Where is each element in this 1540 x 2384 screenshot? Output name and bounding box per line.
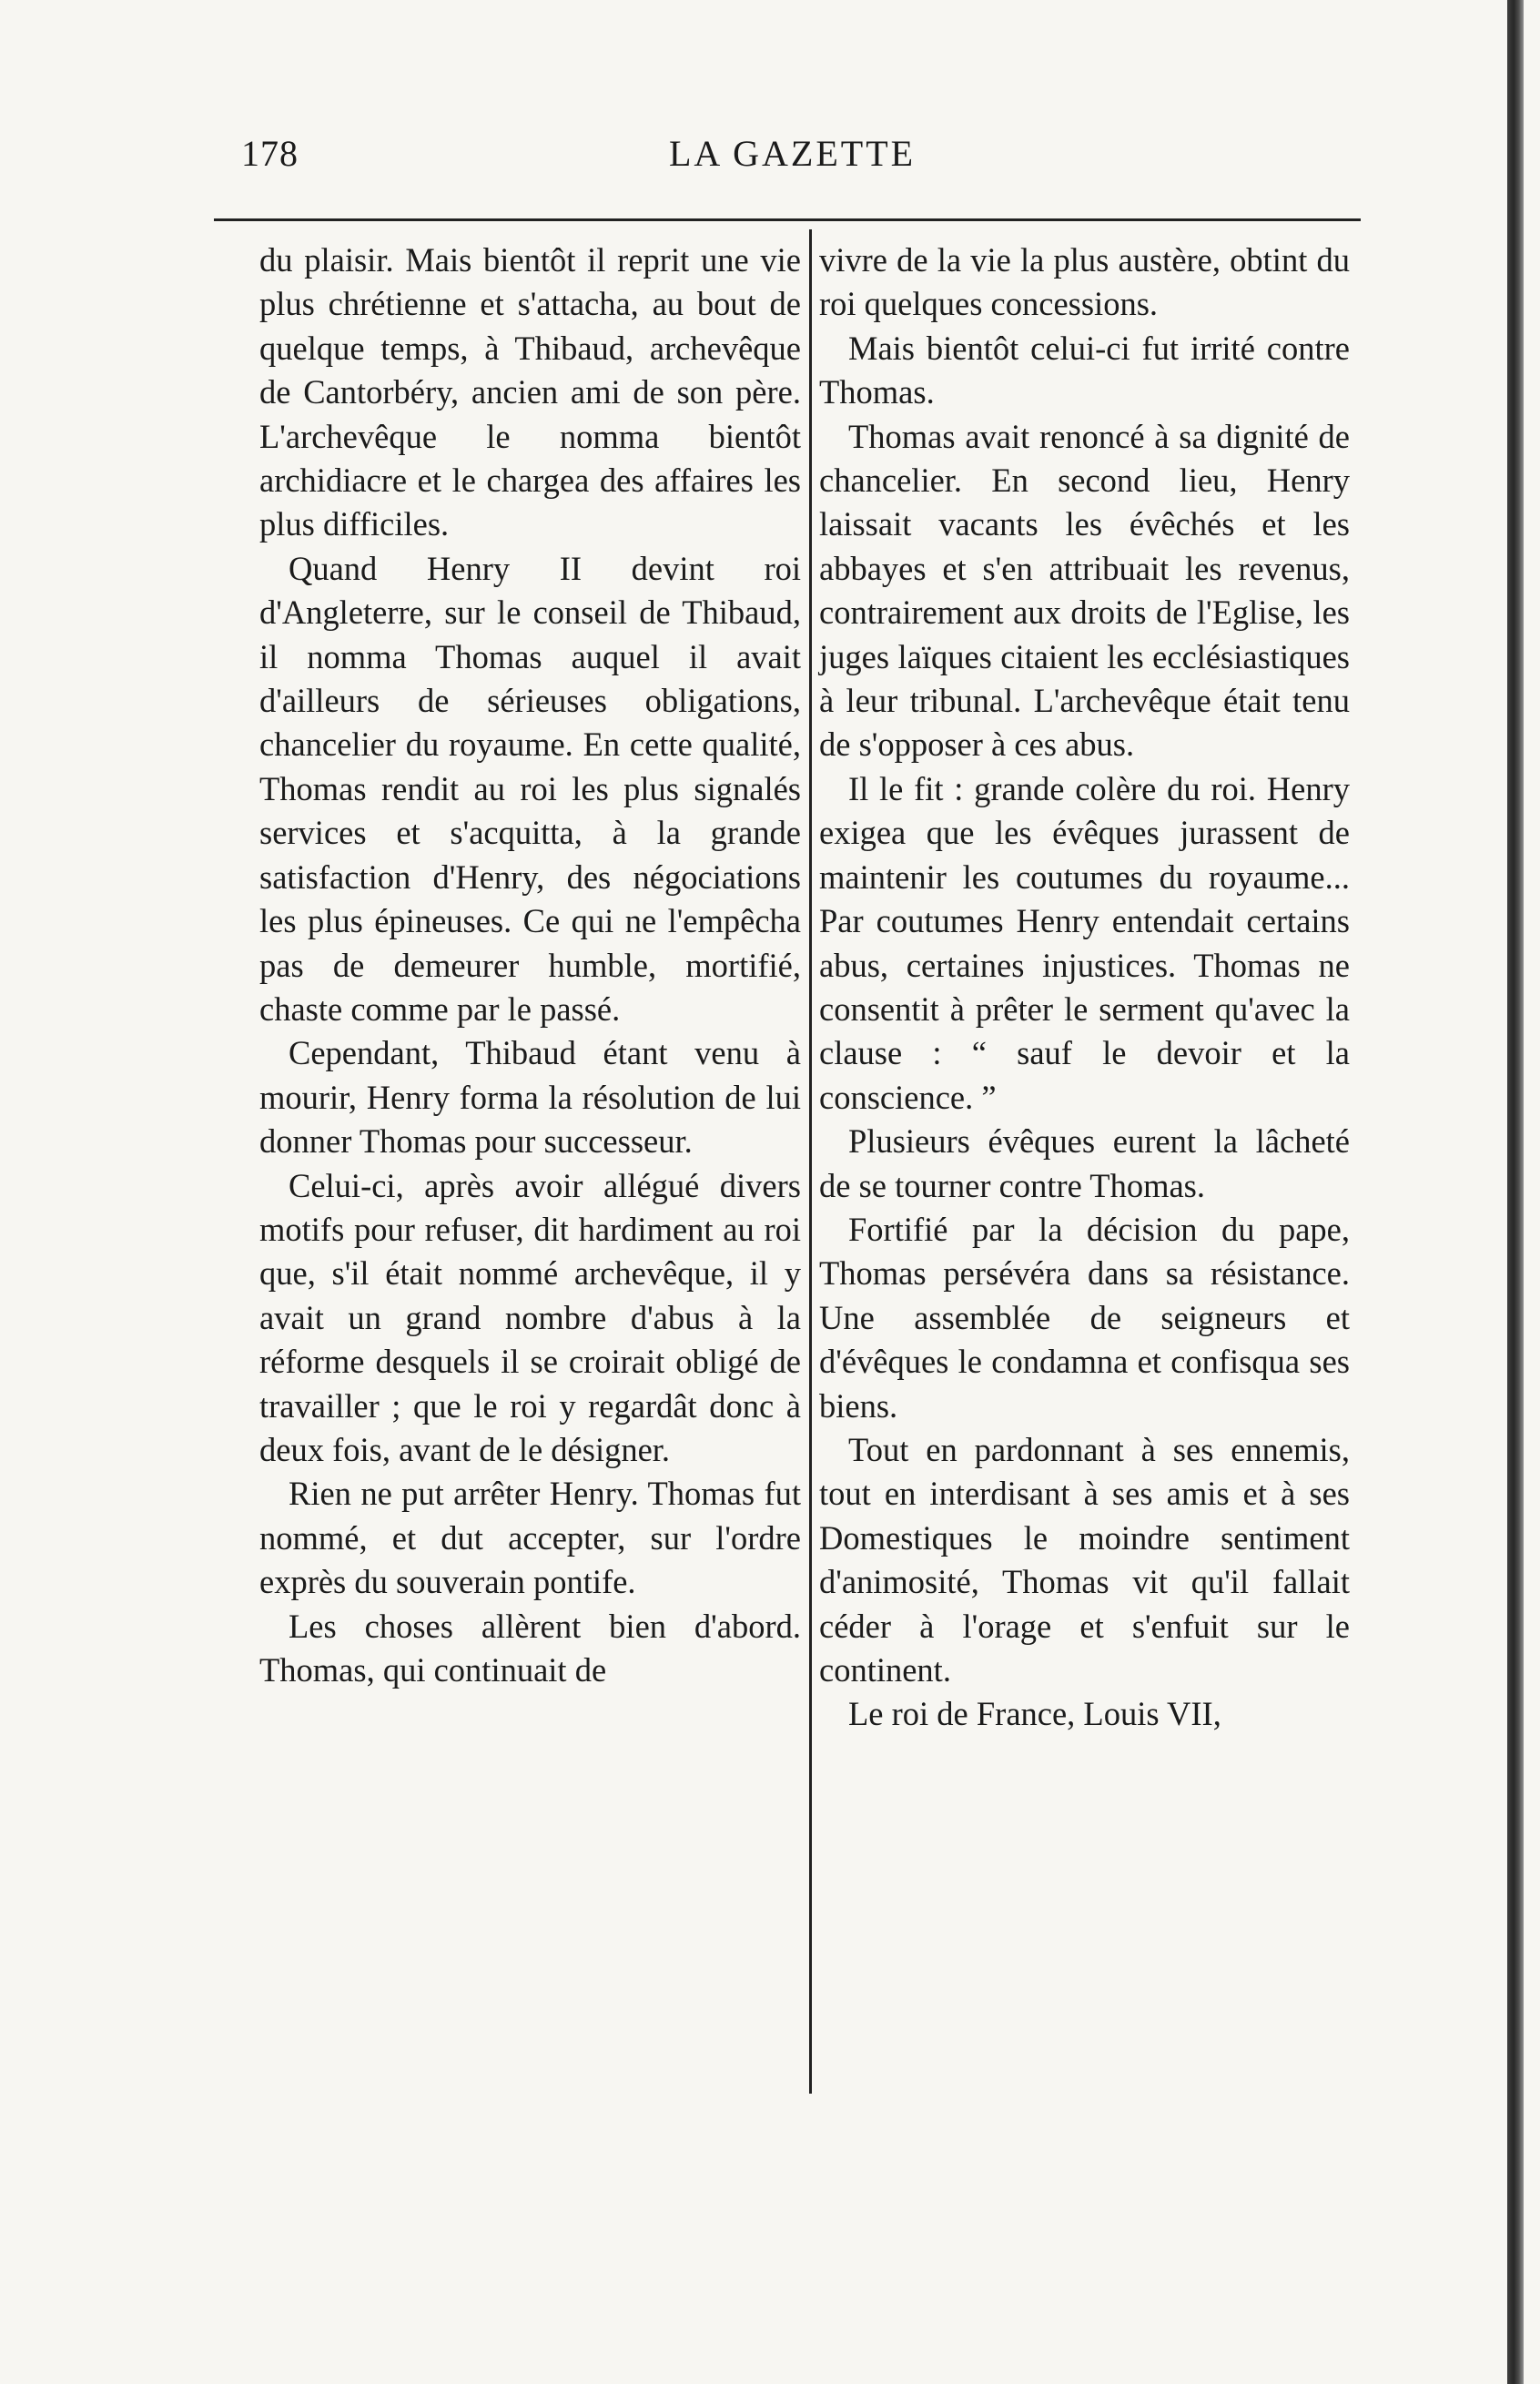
paragraph: Fortifié par la décision du pape, Thomas persévéra dans sa résistance. Une assemblée de seigneurs et d'évêques le condamna et confisqua ses biens. — [819, 1210, 1350, 1425]
paragraph: Tout en pardonnant à ses ennemis, tout en interdisant à ses amis et à ses Domestiques le moindre sentiment d'animosité, Thomas vit qu'il fallait céder à l'orage et s'enfuit sur le continent. — [819, 1430, 1350, 1689]
paragraph: Cependant, Thibaud étant venu à mourir, Henry forma la résolution de lui donner Thomas pour successeur. — [259, 1034, 801, 1161]
page-number: 178 — [241, 133, 299, 174]
paragraph: Les choses allèrent bien d'abord. Thomas, qui continuait de — [259, 1607, 801, 1689]
page-header — [241, 132, 1443, 187]
paragraph: Il le fit : grande colère du roi. Henry exigea que les évêques jurassent de maintenir les coutumes du royaume... Par coutumes Henry entendait certains abus, certaines injustices. Thomas ne consentit à prêter le serment qu'avec la clause : “ sauf le devoir et la conscience. ” — [819, 769, 1350, 1116]
paragraph: vivre de la vie la plus austère, obtint du roi quelques concessions. — [819, 241, 1350, 323]
paragraph: Thomas avait renoncé à sa dignité de chancelier. En second lieu, Henry laissait vacants les évêchés et les abbayes et s'en attribuait les revenus, contrairement aux droits de l'Eglise, les juges laïques citaient les ecclésiastiques à leur tribunal. L'archevêque était tenu de s'opposer à ces abus. — [819, 417, 1350, 764]
header-rule — [214, 218, 1361, 221]
running-title: LA GAZETTE — [669, 133, 917, 174]
paragraph: Le roi de France, Louis VII, — [848, 1695, 1221, 1733]
paragraph: du plaisir. Mais bientôt il reprit une vie plus chrétienne et s'attacha, au bout de quelque temps, à Thibaud, archevêque de Cantorbéry, ancien ami de son père. L'archevêque le nomma bientôt archidiacre et le chargea des affaires les plus difficiles. — [259, 241, 801, 543]
paragraph: Plusieurs évêques eurent la lâcheté de se tourner contre Thomas. — [819, 1122, 1350, 1204]
paragraph: Mais bientôt celui-ci fut irrité contre Thomas. — [819, 329, 1350, 411]
paragraph: Celui-ci, après avoir allégué divers motifs pour refuser, dit hardiment au roi que, s'il était nommé archevêque, il y avait un grand nombre d'abus à la réforme desquels il se croirait obligé de travailler ; que le roi y regardât donc à deux fois, avant de le désigner. — [259, 1166, 801, 1468]
left-column — [259, 238, 801, 1692]
paragraph: Quand Henry II devint roi d'Angleterre, sur le conseil de Thibaud, il nomma Thomas auquel il avait d'ailleurs de sérieuses obligations, chancelier du royaume. En cette qualité, Thomas rendit au roi les plus signalés services et s'acquitta, à la grande satisfaction d'Henry, des négociations les plus épineuses. Ce qui ne l'empêcha pas de demeurer humble, mortifié, chaste comme par le passé. — [259, 549, 801, 1028]
right-column — [819, 238, 1350, 1737]
page-binding-edge — [1507, 0, 1524, 2384]
column-divider — [809, 229, 812, 2094]
paragraph: Rien ne put arrêter Henry. Thomas fut nommé, et dut accepter, sur l'ordre exprès du souverain pontife. — [259, 1475, 801, 1601]
